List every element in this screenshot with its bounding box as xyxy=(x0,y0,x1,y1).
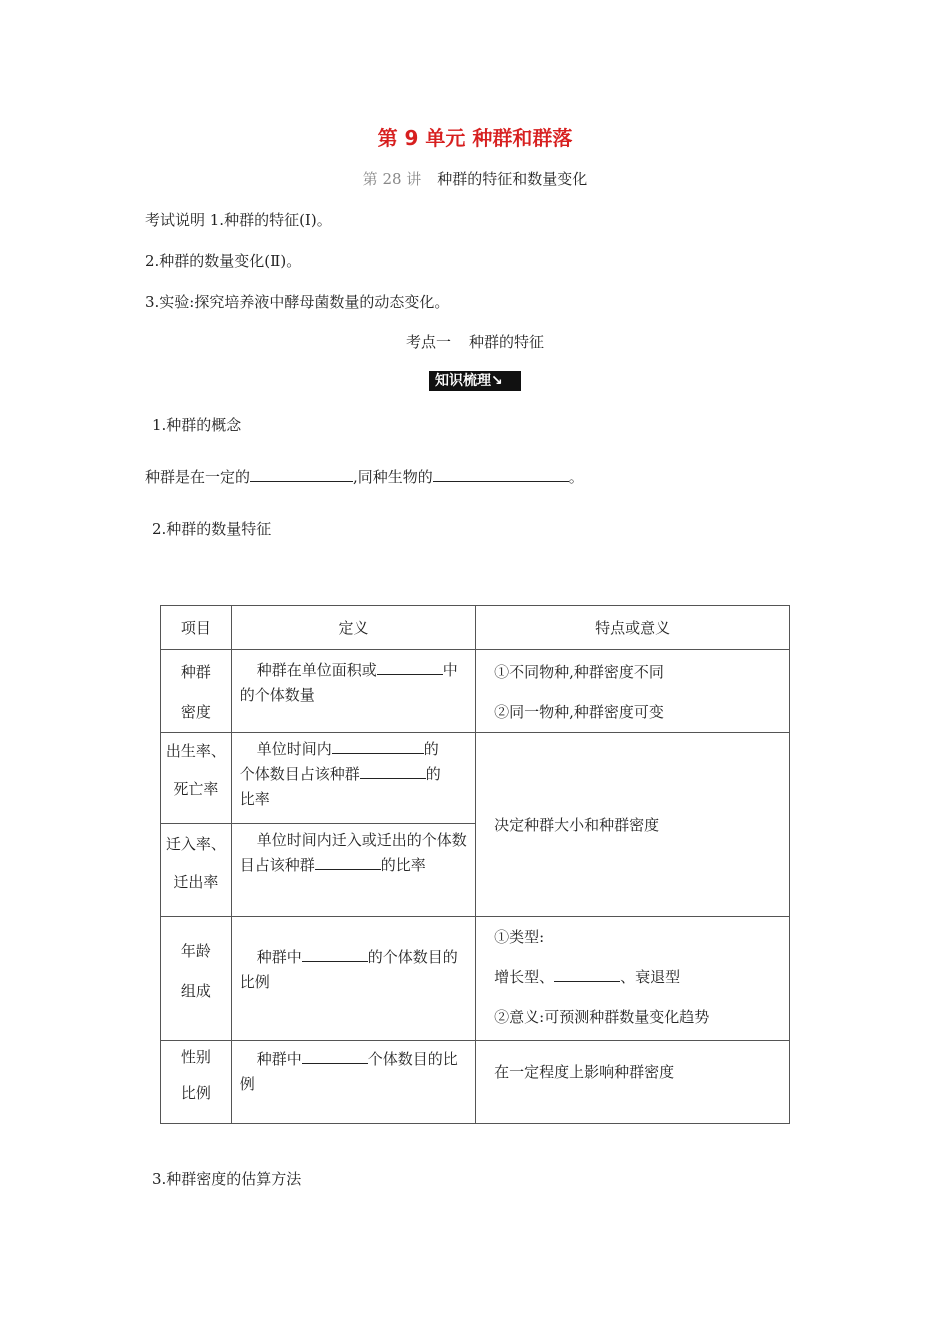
table-row-age xyxy=(161,917,790,1041)
header-definition: 定义 xyxy=(231,606,475,650)
feature-density xyxy=(476,650,790,733)
definition-text-3: 。 xyxy=(568,468,584,486)
population-definition xyxy=(145,466,584,487)
label-line: 年龄 xyxy=(180,942,211,960)
fill-blank[interactable] xyxy=(360,764,426,779)
table-row-birth-death xyxy=(161,733,790,824)
fill-blank[interactable] xyxy=(554,967,620,982)
exam-note-2: 2.种群的数量变化(Ⅱ)。 xyxy=(145,252,302,270)
label-sex xyxy=(161,1041,232,1124)
item2-heading: 2.种群的数量特征 xyxy=(152,520,272,538)
cell-text: 个体数目的比例 xyxy=(239,1050,458,1093)
label-line: 死亡率 xyxy=(173,780,219,798)
cell-text: 种群在单位面积或 xyxy=(256,661,377,679)
lecture-number: 第 28 讲 xyxy=(362,170,422,188)
fill-blank[interactable] xyxy=(315,855,381,870)
fill-blank[interactable] xyxy=(250,467,353,482)
cell-text: 单位时间内 xyxy=(256,740,332,758)
label-line: 出生率、 xyxy=(165,742,226,760)
cell-text: ②意义:可预测种群数量变化趋势 xyxy=(494,1008,710,1026)
cell-text: 种群中 xyxy=(256,1050,302,1068)
item1-heading: 1.种群的概念 xyxy=(152,416,242,434)
unit-title: 第 9 单元 种群和群落 xyxy=(377,126,573,150)
lecture-title: 种群的特征和数量变化 xyxy=(437,170,588,188)
exam-note-1: 考试说明 1.种群的特征(Ⅰ)。 xyxy=(145,211,332,229)
lecture-heading xyxy=(0,168,950,189)
cell-text: 、衰退型 xyxy=(620,968,681,986)
label-line: 迁出率 xyxy=(173,873,219,891)
table-row-density xyxy=(161,650,790,733)
cell-text: 决定种群大小和种群密度 xyxy=(494,816,660,834)
cell-text: 的个体数目的比例 xyxy=(239,948,458,991)
label-age xyxy=(161,917,232,1041)
fill-blank[interactable] xyxy=(433,467,569,482)
cell-text: ②同一物种,种群密度可变 xyxy=(494,703,664,721)
section-label: 考点一 xyxy=(405,333,451,351)
cell-text: 中的个体数量 xyxy=(239,661,458,704)
label-density xyxy=(161,650,232,733)
header-item: 项目 xyxy=(161,606,232,650)
section-title: 种群的特征 xyxy=(469,333,545,351)
fill-blank[interactable] xyxy=(332,739,424,754)
definition-migration xyxy=(231,824,475,917)
definition-density xyxy=(231,650,475,733)
cell-text: 的 xyxy=(425,765,441,783)
cell-text: 个体数目占该种群 xyxy=(239,765,360,783)
label-line: 性别 xyxy=(180,1048,211,1066)
table-row-sex xyxy=(161,1041,790,1124)
label-line: 密度 xyxy=(180,703,211,721)
cell-text: ①不同物种,种群密度不同 xyxy=(494,663,664,681)
feature-birth-migration xyxy=(476,733,790,917)
cell-text: 的比率 xyxy=(380,856,426,874)
table-header-row xyxy=(161,606,790,650)
label-migration xyxy=(161,824,232,917)
cell-text: 的 xyxy=(423,740,439,758)
header-feature: 特点或意义 xyxy=(476,606,790,650)
exam-note-3: 3.实验:探究培养液中酵母菌数量的动态变化。 xyxy=(145,293,450,311)
cell-text: 增长型、 xyxy=(494,968,555,986)
item3-heading: 3.种群密度的估算方法 xyxy=(152,1170,302,1188)
fill-blank[interactable] xyxy=(302,947,368,962)
feature-age xyxy=(476,917,790,1041)
feature-sex xyxy=(476,1041,790,1124)
label-line: 组成 xyxy=(180,982,211,1000)
knowledge-badge: 知识梳理↘ xyxy=(429,371,521,391)
label-line: 种群 xyxy=(180,663,211,681)
definition-birth-death xyxy=(231,733,475,824)
definition-sex xyxy=(231,1041,475,1124)
cell-text: 单位时间内迁入或迁出的个体数目占该种群 xyxy=(239,831,467,874)
label-birth-death xyxy=(161,733,232,824)
cell-text: ①类型: xyxy=(494,928,545,946)
cell-text: 种群中 xyxy=(256,948,302,966)
population-features-table xyxy=(160,605,790,1124)
fill-blank[interactable] xyxy=(302,1049,368,1064)
definition-text-1: 种群是在一定的 xyxy=(145,468,251,486)
cell-text: 在一定程度上影响种群密度 xyxy=(494,1063,675,1081)
section-heading xyxy=(0,331,950,352)
label-line: 迁入率、 xyxy=(165,835,226,853)
definition-age xyxy=(231,917,475,1041)
cell-text: 比率 xyxy=(239,790,270,808)
fill-blank[interactable] xyxy=(377,660,443,675)
definition-text-2: ,同种生物的 xyxy=(353,468,433,486)
label-line: 比例 xyxy=(180,1084,211,1102)
